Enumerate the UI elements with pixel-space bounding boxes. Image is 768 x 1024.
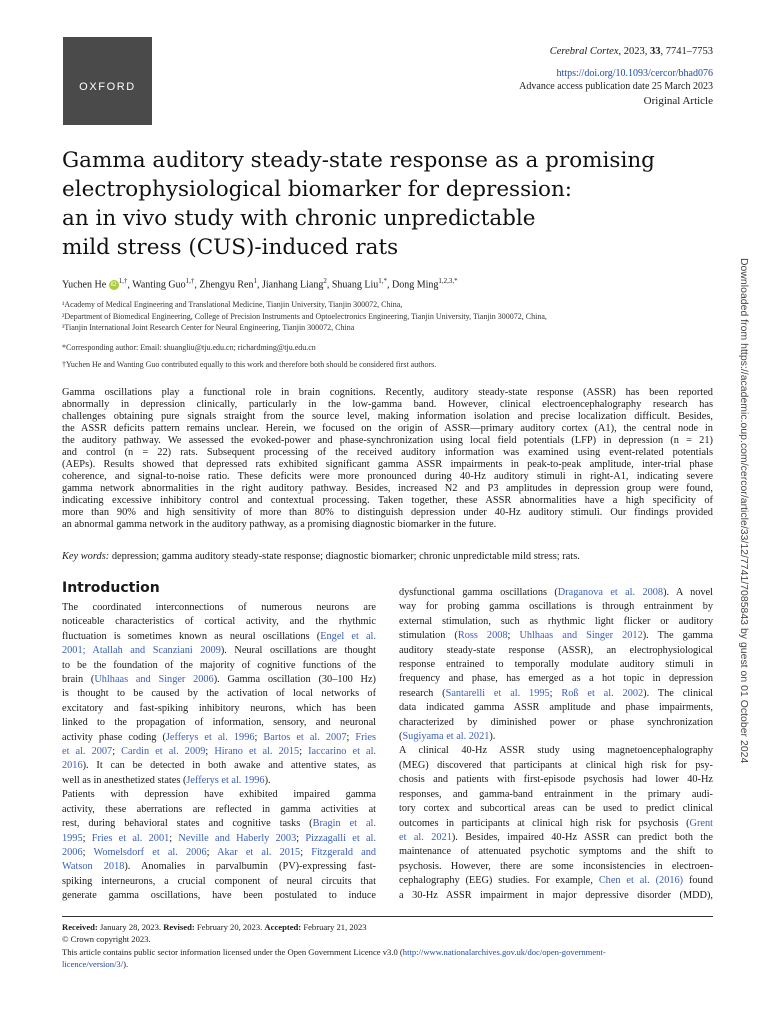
citation-link[interactable]: Grent <box>689 817 713 829</box>
abstract-line: Gamma oscillations play a functional role in brain cognitions. Recently, auditory steady-state response (ASSR) has been reported <box>62 387 713 398</box>
body-text-line: rest, during behavioral states and cognitive tasks (Bragin et al. <box>62 818 376 830</box>
body-text-line: chosis and patients with first-episode psychosis had lower 40-Hz <box>399 774 713 786</box>
citation-link[interactable]: Uhlhaas and Singer 2006 <box>94 674 214 686</box>
citation-link[interactable]: 1995 <box>62 832 83 844</box>
body-text-line: 2001; Atallah and Scanziani 2009). Neural oscillations are thought <box>62 645 376 657</box>
body-text-line: noticeable characteristics of cortical activity, and the rhythmic <box>62 616 376 628</box>
body-text-line: maintenance of attenuated psychotic symptoms and the shift to <box>399 846 713 858</box>
right-column-text <box>399 586 713 903</box>
orcid-icon[interactable]: iD <box>109 280 119 290</box>
download-text: Downloaded from https://academic.oup.com/cercor/article/33/12/7741/7085843 by guest on 01 October 2024 <box>738 258 749 764</box>
body-text-line: is thought to be caused by the activation of local networks of <box>62 688 376 700</box>
author-name: Dong Ming <box>392 279 439 291</box>
citation-link[interactable]: Fries et al. 2001 <box>91 832 170 844</box>
body-text-line: psychosis. However, there are some inconsistencies in electroen- <box>399 860 713 872</box>
citation-link[interactable]: Pizzagalli et al. <box>305 832 376 844</box>
body-text-line: auditory steady-state response (ASSR), an electrophysiological <box>399 644 713 656</box>
body-text-line: (MEG) discovered that participants at clinical high risk for psy- <box>399 759 713 771</box>
abstract-line: (AEPs). Results showed that depressed rats exhibited significant gamma ASSR impairments in peak-to-peak amplitude, inter-trial phase <box>62 459 713 470</box>
citation-link[interactable]: Sugiyama et al. 2021 <box>402 731 490 743</box>
citation-link[interactable]: Bragin et al. <box>312 818 376 830</box>
abstract-line: indicating excessive inhibitory control and contextual processing. Taken together, these ASSR abnormalities have a high specificity of <box>62 495 713 506</box>
citation-link[interactable]: Fitzgerald and <box>311 846 376 858</box>
author-affiliation-marker: 1,2,3,* <box>438 277 458 285</box>
body-text-line: well as in anesthetized states (Jefferys et al. 1996). <box>62 774 271 786</box>
body-text-line: a 30-Hz ASSR impairment in major depressive disorder (MDD), <box>399 889 713 901</box>
body-text-line: research (Santarelli et al. 1995; Roß et al. 2002). The clinical <box>399 687 713 699</box>
title-line: Gamma auditory steady-state response as a promising <box>62 148 655 173</box>
abstract-line: coherence, and signal-to-noise ratio. These deficits were more pronounced during 40-Hz auditory stimuli in right-A1, indicating severe <box>62 471 713 482</box>
author-affiliation-marker: 1 <box>253 277 257 285</box>
citation-link[interactable]: Uhlhaas and Singer 2012 <box>519 630 643 642</box>
citation-link[interactable]: Engel et al. <box>320 630 376 642</box>
title-line: mild stress (CUS)-induced rats <box>62 235 399 260</box>
body-text-line: characterized by diminished power or phase synchronization <box>399 716 713 728</box>
history-dates <box>62 921 717 933</box>
doi-link[interactable]: https://doi.org/10.1093/cercor/bhad076 <box>556 68 713 79</box>
body-text-line: way for probing gamma oscillations is through entrainment by <box>399 601 713 613</box>
citation-link[interactable]: Jefferys et al. 1996 <box>165 731 255 743</box>
affiliation: ²Department of Biomedical Engineering, College of Precision Instruments and Optoelectronics Engineering, Tianjin University, Tianjin 300072, China, <box>62 312 547 321</box>
citation-link[interactable]: et al. 2021 <box>399 831 452 843</box>
citation-link[interactable]: 2001; Atallah and Scanziani 2009 <box>62 645 221 657</box>
abstract <box>62 387 713 531</box>
body-text-line: brain (Uhlhaas and Singer 2006). Gamma oscillation (30–100 Hz) <box>62 674 376 686</box>
citation-link[interactable]: Jefferys et al. 1996 <box>186 774 265 786</box>
journal-name: Cerebral Cortex <box>549 46 619 57</box>
article-type: Original Article <box>643 95 713 107</box>
keywords-text: depression; gamma auditory steady-state response; diagnostic biomarker; chronic unpredictable mild stress; rats. <box>109 551 580 562</box>
body-text-line: 1995; Fries et al. 2001; Neville and Haberly 2003; Pizzagalli et al. <box>62 832 376 844</box>
revised-date: February 20, 2023. <box>194 922 265 932</box>
citation-link[interactable]: Ross 2008 <box>457 630 508 642</box>
keywords-label: Key words: <box>62 551 110 562</box>
body-text-line: 2006; Womelsdorf et al. 2006; Akar et al. 2015; Fitzgerald and <box>62 846 376 858</box>
citation-link[interactable]: Bartos et al. 2007 <box>263 731 347 743</box>
abstract-line: and control (n = 22) rats. Subsequent processing of the received auditory information was examined using event-related potentials <box>62 447 713 458</box>
corresponding-author: *Corresponding author: Email: shuangliu@tju.edu.cn; richardming@tju.edu.cn <box>62 343 316 352</box>
abstract-line: the ASSR deficits pattern remains unclear. Herein, we focused on the origin of ASSR—primary auditory cortex (A1), the central node in <box>62 423 713 434</box>
received-label: Received: <box>62 922 98 932</box>
citation-link[interactable]: 2016 <box>62 760 83 772</box>
article-title <box>62 146 722 262</box>
body-text-line: (Sugiyama et al. 2021). <box>399 731 496 743</box>
title-line: an in vivo study with chronic unpredictable <box>62 206 536 231</box>
advance-access-date: Advance access publication date 25 March 2023 <box>519 81 713 92</box>
body-text-line: fluctuation is sometimes known as neural oscillations (Engel et al. <box>62 630 376 642</box>
left-column-text <box>62 601 376 904</box>
affiliation: ¹Academy of Medical Engineering and Translational Medicine, Tianjin University, Tianjin 300072, China, <box>62 300 403 309</box>
licence-link-cont[interactable]: licence/version/3/ <box>62 958 124 969</box>
author-name: Yuchen He <box>62 279 107 291</box>
body-text-line: stimulation (Ross 2008; Uhlhaas and Singer 2012). The gamma <box>399 630 713 642</box>
author-affiliation-marker: 1,† <box>185 277 195 285</box>
citation-link[interactable]: Akar et al. 2015 <box>217 846 301 858</box>
citation-pages: , 7741–7753 <box>660 46 713 57</box>
author-name: Zhengyu Ren <box>199 279 254 291</box>
licence-text-cont <box>62 958 717 970</box>
accepted-label: Accepted: <box>264 922 302 932</box>
body-text-line: to be the foundation of the majority of cognitive functions of the <box>62 659 376 671</box>
body-text-line: excitatory and fast-spiking inhibitory neurons, which has been <box>62 702 376 714</box>
body-text-line: activity phase coding (Jefferys et al. 1996; Bartos et al. 2007; Fries <box>62 731 377 743</box>
download-watermark <box>736 258 750 765</box>
citation-year: , 2023, <box>618 46 650 57</box>
body-text-line: Patients with depression have exhibited impaired gamma <box>62 789 376 801</box>
citation-link[interactable]: Santarelli et al. 1995 <box>445 687 550 699</box>
body-text-line: generate gamma oscillations, have been postulated to induce <box>62 890 376 902</box>
body-text-line: tory cortex and subcortical areas can be used to predict clinical <box>399 803 713 815</box>
citation-volume: 33 <box>650 46 661 57</box>
body-text-line: et al. 2021). Besides, impaired 40-Hz ASSR can predict both the <box>399 831 714 843</box>
article-footer <box>62 921 717 970</box>
citation-link[interactable]: Womelsdorf et al. 2006 <box>93 846 207 858</box>
citation-link[interactable]: 2006 <box>62 846 83 858</box>
body-text-line: et al. 2007; Cardin et al. 2009; Hirano et al. 2015; Iaccarino et al. <box>62 746 377 758</box>
body-text-line: data indicated gamma ASSR amplitude and phase impairments, <box>399 702 713 714</box>
oxford-logo <box>63 37 152 125</box>
body-text-line: activity, these aberrations are reflected in gamma activities at <box>62 803 376 815</box>
body-text-line: cephalography (EEG) studies. For example, Chen et al. (2016) found <box>399 875 713 887</box>
body-text-line: Watson 2018). Anomalies in parvalbumin (PV)-expressing fast- <box>62 861 376 873</box>
title-line: electrophysiological biomarker for depression: <box>62 177 573 202</box>
body-text-line: 2016). It can be detected in both awake and attentive states, as <box>62 760 376 772</box>
logo-text: OXFORD <box>79 81 136 93</box>
keywords <box>62 551 580 562</box>
journal-citation <box>550 45 713 58</box>
body-text-line: outcomes in participants at clinical high risk for psychosis (Grent <box>399 817 713 829</box>
citation-link[interactable]: Roß et al. 2002 <box>561 687 644 699</box>
citation-link[interactable]: Hirano et al. 2015 <box>214 746 300 758</box>
copyright: © Crown copyright 2023. <box>62 934 151 945</box>
author-list: Yuchen He $iD^{1,\dagger}$, Wanting Guo$^{1,\dagger}$, Zhengyu Ren$^1$, Jianhang Liang$^2$, Shuang Liu$^{1,*}$, Dong Ming$^{1,2,3,*}$ <box>62 277 458 291</box>
citation-link[interactable]: et al. 2007 <box>62 746 113 758</box>
citation-link[interactable]: Watson 2018 <box>62 861 125 873</box>
author-affiliation-marker: 2 <box>323 277 327 285</box>
accepted-date: February 21, 2023 <box>301 922 367 932</box>
abstract-line: the auditory pathway. We assessed the evoked-power and phase-synchronization using local field potentials (LFP) in depression (n = 21) <box>62 435 713 446</box>
citation-link[interactable]: Fries <box>355 731 377 743</box>
revised-label: Revised: <box>163 922 195 932</box>
body-text-line: linked to the propagation of information, sensory, and neuronal <box>62 717 376 729</box>
citation-link[interactable]: Neville and Haberly 2003 <box>178 832 297 844</box>
body-text-line: spiking interneurons, a crucial component of neural circuits that <box>62 875 376 887</box>
body-text-line: external stimulation, such as rhythmic light flicker or auditory <box>399 615 713 627</box>
body-text-line: responses, and gamma-band entrainment in the primary audi- <box>399 788 713 800</box>
licence-statement: This article contains public sector information licensed under the Open Government Licence v3.0 ( <box>62 946 403 957</box>
equal-contribution-note: †Yuchen He and Wanting Guo contributed equally to this work and therefore both should be considered first authors. <box>62 360 437 369</box>
affiliation: ³Tianjin International Joint Research Center for Neural Engineering, Tianjin 300072, China <box>62 323 355 332</box>
abstract-line: abnormally in depression clinically, particularly in the low-gamma band. However, clinical electroencephalography research has <box>62 399 713 410</box>
body-text-line: A clinical 40-Hz ASSR study using magnetoencephalography <box>399 745 713 757</box>
received-date: January 28, 2023. <box>97 922 164 932</box>
body-text-line: frequency and phase, has emerged as a hot topic in depression <box>399 673 713 685</box>
citation-link[interactable]: Chen et al. (2016) <box>598 875 684 887</box>
abstract-line: more than 90% and high sensitivity of more than 80% to distinguish depression under 40-Hz auditory stimuli. Our findings provided <box>62 507 713 518</box>
abstract-line: gamma network abnormalities in the right auditory pathway. Besides, increased N2 and P3 amplitudes in depression group were found, <box>62 483 713 494</box>
abstract-line: an abnormal gamma network in the auditory pathway, as a promising diagnostic biomarker in the future. <box>62 519 497 530</box>
author-name: Jianhang Liang <box>262 279 324 291</box>
body-text-line: dysfunctional gamma oscillations (Draganova et al. 2008). A novel <box>399 587 713 598</box>
citation-link[interactable]: Cardin et al. 2009 <box>121 746 206 758</box>
licence-text <box>62 946 717 958</box>
author-name: Shuang Liu <box>331 279 379 291</box>
author-affiliation-marker: 1,† <box>118 277 128 285</box>
citation-link[interactable]: Iaccarino et al. <box>308 746 377 758</box>
footer-divider <box>62 916 713 917</box>
licence-link[interactable]: http://www.nationalarchives.gov.uk/doc/open-government- <box>402 946 606 957</box>
licence-end: ). <box>123 958 129 969</box>
body-text-line: response entrained to temporally modulate auditory stimuli in <box>399 659 713 671</box>
author-affiliation-marker: 1,* <box>378 277 388 285</box>
body-text-line: The coordinated interconnections of numerous neurons are <box>62 602 376 613</box>
section-heading-introduction: Introduction <box>62 580 160 596</box>
citation-link[interactable]: Draganova et al. 2008 <box>557 587 664 598</box>
abstract-line: challenges obtaining pure signals straight from the source level, making information isolation and precise localization difficult. Besides, <box>62 411 713 422</box>
author-name: Wanting Guo <box>132 279 186 291</box>
